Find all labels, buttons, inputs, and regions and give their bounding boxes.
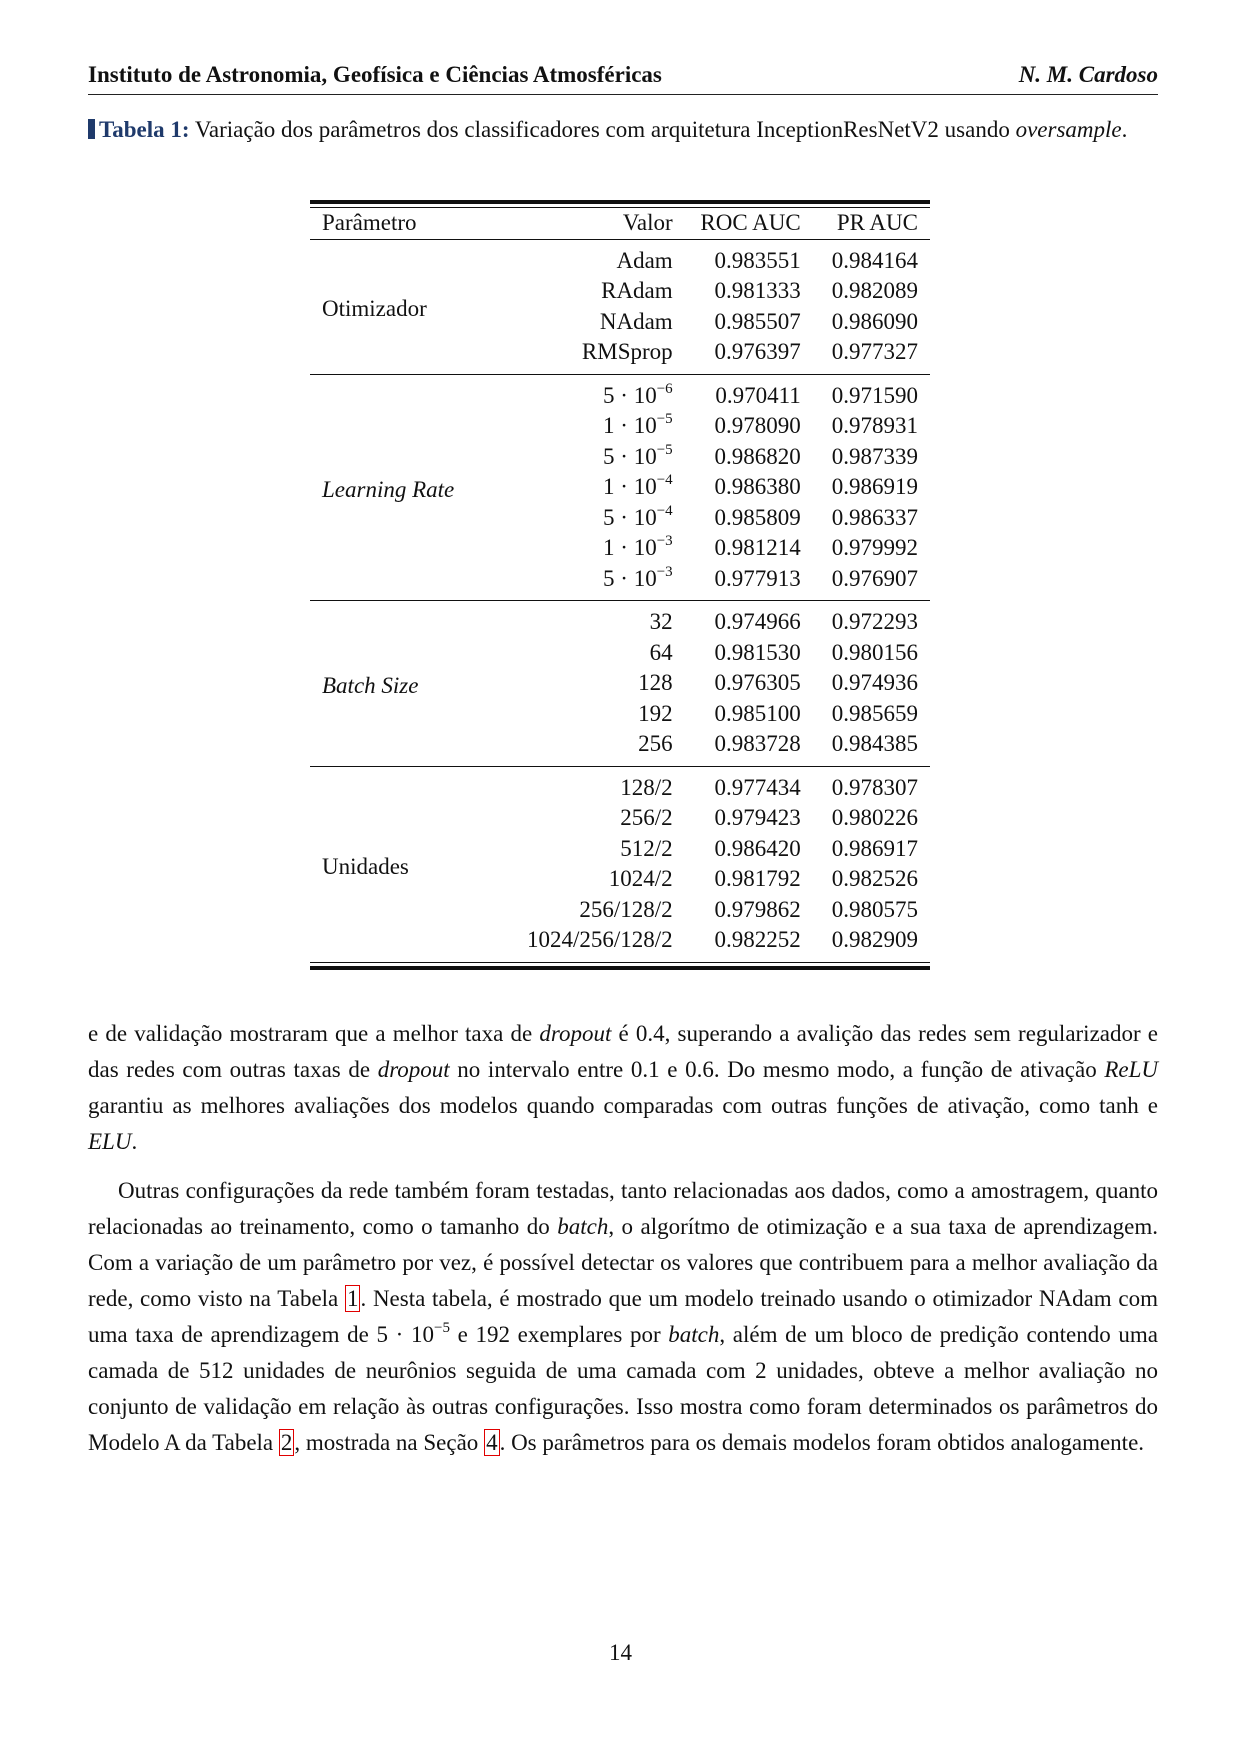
param-value [515, 374, 685, 411]
param-value [515, 895, 685, 926]
param-value-text: 256/128/2 [579, 896, 673, 922]
param-value-text: 256 [638, 731, 673, 756]
text-segment: é 0.4, superando a avalição das redes sem regularizador e das redes com outras taxas de [88, 1021, 1159, 1082]
text-segment: . [131, 1129, 138, 1154]
pr-auc-value: 0.986917 [831, 835, 918, 861]
roc-auc-value: 0.982252 [714, 927, 801, 952]
exponent: −5 [656, 441, 673, 458]
roc-auc-value: 0.979862 [714, 896, 801, 922]
roc-auc-value: 0.986820 [714, 443, 801, 469]
param-value [515, 668, 685, 699]
pr-auc-value: 0.986919 [831, 474, 918, 499]
italic-term: batch [668, 1322, 720, 1347]
italic-term: dropout [539, 1021, 612, 1046]
pr-auc-value: 0.987339 [831, 443, 918, 469]
param-value [515, 699, 685, 730]
table-group-2 [310, 601, 930, 767]
pr-auc-value: 0.978931 [831, 413, 918, 438]
param-value-text: 512/2 [620, 835, 673, 861]
roc-auc-value: 0.983551 [714, 247, 801, 273]
roc-auc-value: 0.977434 [714, 774, 801, 800]
param-value-text: Adam [616, 247, 673, 273]
param-value [515, 442, 685, 473]
param-name: Batch Size [322, 673, 419, 698]
param-value [515, 533, 685, 564]
roc-auc-value: 0.979423 [714, 805, 801, 830]
text-segment: , o algorítmo de otimização e a sua taxa de aprendizagem. Com a variação de um parâmetro por vez, é possível detectar os valores que contribuem para a melhor avaliação da rede, como visto na Tabela [88, 1214, 1158, 1311]
param-value [515, 411, 685, 442]
text-segment: . Nesta tabela, é mostrado que um modelo treinado usando o otimizador NAdam com uma taxa de aprendizagem de 5 · 10 [88, 1286, 1158, 1347]
param-value [515, 638, 685, 669]
param-value [515, 307, 685, 338]
pr-auc-value: 0.984385 [831, 731, 918, 756]
table-top-rule [310, 200, 930, 208]
exponent: −4 [656, 502, 673, 519]
pr-auc-value: 0.984164 [831, 247, 918, 273]
exponent: −5 [434, 1320, 450, 1336]
param-value-text: 1024/2 [608, 866, 673, 891]
param-value [515, 803, 685, 834]
pr-auc-value: 0.986337 [831, 504, 918, 530]
pr-auc-value: 0.971590 [831, 382, 918, 408]
param-value-text: 256/2 [620, 805, 673, 830]
text-segment: no intervalo entre 0.1 e 0.6. Do mesmo modo, a função de ativação [449, 1057, 1105, 1082]
table-bottom-rule [310, 962, 930, 970]
param-value [515, 729, 685, 766]
page-number: 14 [609, 1640, 632, 1665]
pr-auc-value: 0.980575 [831, 896, 918, 922]
param-value [515, 564, 685, 601]
param-value-text: 1 · 10 [603, 474, 657, 499]
param-value-text: 1 · 10 [603, 535, 657, 560]
exponent: −3 [656, 563, 673, 580]
roc-auc-value: 0.976397 [714, 339, 801, 364]
param-name: Otimizador [322, 296, 427, 322]
pr-auc-value: 0.982909 [831, 927, 918, 952]
param-value [515, 337, 685, 374]
roc-auc-value: 0.981530 [714, 639, 801, 665]
roc-auc-value: 0.981214 [714, 535, 801, 560]
param-value [515, 766, 685, 803]
col-header-roc-auc: ROC AUC [700, 210, 801, 235]
table-row [310, 239, 930, 276]
exponent: −3 [656, 533, 673, 549]
exponent: −4 [656, 472, 673, 488]
param-value-text: 128/2 [620, 774, 673, 800]
pr-auc-value: 0.974936 [831, 670, 918, 695]
param-value [515, 472, 685, 503]
roc-auc-value: 0.981333 [714, 278, 801, 303]
param-value [515, 834, 685, 865]
param-value-text: 192 [638, 700, 673, 726]
param-value-text: 5 · 10 [603, 565, 657, 591]
pr-auc-value: 0.980226 [831, 805, 918, 830]
roc-auc-value: 0.978090 [714, 413, 801, 438]
text-segment: e 192 exemplares por [449, 1322, 669, 1347]
col-header-valor: Valor [622, 210, 673, 235]
pr-auc-value: 0.976907 [831, 565, 918, 591]
param-value-text: RAdam [601, 278, 673, 303]
exponent: −6 [656, 380, 673, 397]
param-value-text: NAdam [599, 308, 673, 334]
pr-auc-value: 0.980156 [831, 639, 918, 665]
param-value-text: 32 [649, 609, 673, 634]
italic-term: dropout [377, 1057, 450, 1082]
italic-term: ReLU [1104, 1057, 1159, 1082]
caption-marker-icon [88, 119, 95, 139]
roc-auc-value: 0.976305 [714, 670, 801, 695]
param-value [515, 503, 685, 534]
text-segment: , além de um bloco de predição contendo uma camada de 512 unidades de neurônios seguida de uma camada com 2 unidades, obteve a melhor avaliação no conjunto de validação em relação às outras configurações. Isso mostra como foram determinados os parâmetros do Modelo A da Tabela [88, 1322, 1159, 1455]
pr-auc-value: 0.978307 [831, 774, 918, 800]
roc-auc-value: 0.986420 [714, 835, 801, 861]
roc-auc-value: 0.977913 [714, 565, 801, 591]
param-value-text: 64 [649, 639, 673, 665]
cross-reference-link[interactable]: 2 [280, 1430, 293, 1455]
table-row [310, 601, 930, 638]
running-header [88, 62, 1158, 95]
col-header-parametro: Parâmetro [322, 210, 417, 235]
exponent: −5 [656, 411, 673, 427]
param-value [515, 601, 685, 638]
pr-auc-value: 0.972293 [831, 609, 918, 634]
param-name: Unidades [322, 853, 409, 879]
caption-end: . [1121, 117, 1128, 142]
parameter-table [310, 208, 930, 962]
param-value-text: 5 · 10 [603, 382, 657, 408]
roc-auc-value: 0.985100 [714, 700, 801, 726]
paragraph-1 [88, 1016, 1158, 1160]
author-name: N. M. Cardoso [1018, 62, 1158, 87]
roc-auc-value: 0.985507 [714, 308, 801, 334]
table-group-1 [310, 374, 930, 601]
param-value-text: RMSprop [581, 339, 673, 364]
roc-auc-value: 0.974966 [714, 609, 801, 634]
roc-auc-value: 0.986380 [714, 474, 801, 499]
param-value-text: 128 [638, 670, 673, 695]
col-header-pr-auc: PR AUC [836, 210, 918, 235]
italic-term: batch [557, 1214, 609, 1239]
caption-text: Variação dos parâmetros dos classificadores com arquitetura InceptionResNetV2 usando [189, 117, 1016, 142]
caption-italic: oversample [1015, 117, 1122, 142]
table-row [310, 766, 930, 803]
pr-auc-value: 0.979992 [831, 535, 918, 560]
text-segment: , mostrada na Seção [294, 1430, 485, 1455]
param-value [515, 239, 685, 276]
roc-auc-value: 0.985809 [714, 504, 801, 530]
roc-auc-value: 0.983728 [714, 731, 801, 756]
table-row [310, 374, 930, 411]
text-segment: . Os parâmetros para os demais modelos foram obtidos analogamente. [499, 1430, 1145, 1455]
param-value-text: 1024/256/128/2 [527, 927, 673, 952]
pr-auc-value: 0.986090 [831, 308, 918, 334]
table-group-0 [310, 239, 930, 374]
param-value [515, 276, 685, 307]
pr-auc-value: 0.982526 [831, 866, 918, 891]
roc-auc-value: 0.981792 [714, 866, 801, 891]
cross-reference-link[interactable]: 4 [486, 1430, 498, 1455]
text-segment: garantiu as melhores avaliações dos modelos quando comparadas com outras funções de ativação, como tanh e [88, 1093, 1158, 1118]
cross-reference-link[interactable]: 1 [346, 1286, 359, 1311]
text-segment: Outras configurações da rede também foram testadas, tanto relacionadas aos dados, como a amostragem, quanto relacionadas ao treinamento, como o tamanho do [88, 1178, 1158, 1239]
param-value-text: 1 · 10 [603, 413, 657, 438]
param-value-text: 5 · 10 [603, 443, 657, 469]
institute-name: Instituto de Astronomia, Geofísica e Ciências Atmosféricas [88, 62, 662, 87]
pr-auc-value: 0.985659 [831, 700, 918, 726]
paragraph-2 [88, 1173, 1158, 1461]
italic-term: ELU [88, 1129, 132, 1154]
text-segment: e de validação mostraram que a melhor taxa de [88, 1021, 540, 1046]
param-value [515, 925, 685, 962]
pr-auc-value: 0.977327 [831, 339, 918, 364]
pr-auc-value: 0.982089 [831, 278, 918, 303]
table-group-3 [310, 766, 930, 962]
param-value [515, 864, 685, 895]
roc-auc-value: 0.970411 [715, 382, 801, 408]
results-table [310, 200, 930, 970]
param-value-text: 5 · 10 [603, 504, 657, 530]
table-caption [88, 114, 1158, 146]
param-name: Learning Rate [322, 477, 455, 503]
caption-label: Tabela 1: [99, 117, 190, 142]
table-header-row [310, 208, 930, 239]
